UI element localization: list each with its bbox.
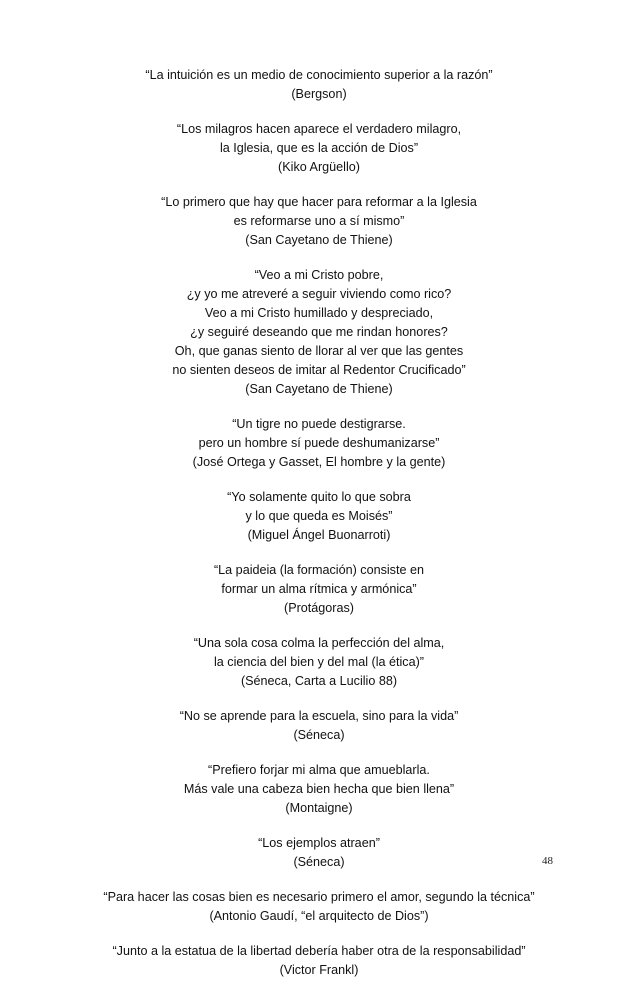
quote-block xyxy=(0,942,638,980)
quote-block xyxy=(0,120,638,177)
quote-line: “Una sola cosa colma la perfección del alma, xyxy=(193,636,445,650)
quote-line: “Junto a la estatua de la libertad debería haber otra de la responsabilidad” xyxy=(112,944,526,958)
quote-line: “Para hacer las cosas bien es necesario primero el amor, segundo la técnica” xyxy=(103,890,535,904)
quote-line: la Iglesia, que es la acción de Dios” xyxy=(219,141,419,155)
quote-author: (San Cayetano de Thiene) xyxy=(245,233,393,247)
quote-block xyxy=(0,634,638,691)
quote-line: la ciencia del bien y del mal (la ética)” xyxy=(214,655,424,669)
quote-author: (Protágoras) xyxy=(284,601,354,615)
quote-block xyxy=(0,888,638,926)
quote-line: “Los milagros hacen aparece el verdadero milagro, xyxy=(176,122,462,136)
quote-line: Oh, que ganas siento de llorar al ver que las gentes xyxy=(174,344,464,358)
quote-line: “Un tigre no puede destigrarse. xyxy=(232,417,406,431)
quote-line: formar un alma rítmica y armónica” xyxy=(221,582,417,596)
quote-line: ¿y seguiré deseando que me rindan honores? xyxy=(190,325,448,339)
quote-line: “La paideia (la formación) consiste en xyxy=(213,563,424,577)
quote-author: (Antonio Gaudí, “el arquitecto de Dios”) xyxy=(209,909,429,923)
quote-line: “La intuición es un medio de conocimiento superior a la razón” xyxy=(145,68,493,82)
quote-author: (Séneca) xyxy=(293,728,345,742)
quote-block xyxy=(0,561,638,618)
quote-block xyxy=(0,266,638,399)
quote-line: Más vale una cabeza bien hecha que bien llena” xyxy=(183,782,455,796)
quote-author: (Miguel Ángel Buonarroti) xyxy=(247,528,391,542)
quote-line: ¿y yo me atreveré a seguir viviendo como rico? xyxy=(186,287,452,301)
quote-block xyxy=(0,488,638,545)
quote-author: (Bergson) xyxy=(291,87,347,101)
quote-author: (Victor Frankl) xyxy=(279,963,359,977)
quote-line: “Lo primero que hay que hacer para reformar a la Iglesia xyxy=(161,195,477,209)
quote-line: pero un hombre sí puede deshumanizarse” xyxy=(198,436,440,450)
quote-author: (Séneca, Carta a Lucilio 88) xyxy=(240,674,398,688)
quote-block xyxy=(0,415,638,472)
quote-line: es reformarse uno a sí mismo” xyxy=(233,214,405,228)
page-number: 48 xyxy=(542,855,553,867)
quote-author: (Montaigne) xyxy=(285,801,353,815)
quote-block xyxy=(0,707,638,745)
quote-line: “Veo a mi Cristo pobre, xyxy=(254,268,384,282)
quote-block xyxy=(0,66,638,104)
quote-author: (José Ortega y Gasset, El hombre y la gente) xyxy=(192,455,446,469)
quote-author: (San Cayetano de Thiene) xyxy=(245,382,393,396)
quote-block xyxy=(0,761,638,818)
quote-block xyxy=(0,193,638,250)
quote-author: (Kiko Argüello) xyxy=(278,160,360,174)
quote-line: no sienten deseos de imitar al Redentor Crucificado” xyxy=(172,363,466,377)
quote-line: “Los ejemplos atraen” xyxy=(258,836,380,850)
quote-line: “No se aprende para la escuela, sino para la vida” xyxy=(179,709,459,723)
quote-line: y lo que queda es Moisés” xyxy=(245,509,393,523)
quote-line: Veo a mi Cristo humillado y despreciado, xyxy=(204,306,434,320)
quote-line: “Prefiero forjar mi alma que amueblarla. xyxy=(208,763,430,777)
quote-line: “Yo solamente quito lo que sobra xyxy=(227,490,411,504)
quote-author: (Séneca) xyxy=(293,855,345,869)
